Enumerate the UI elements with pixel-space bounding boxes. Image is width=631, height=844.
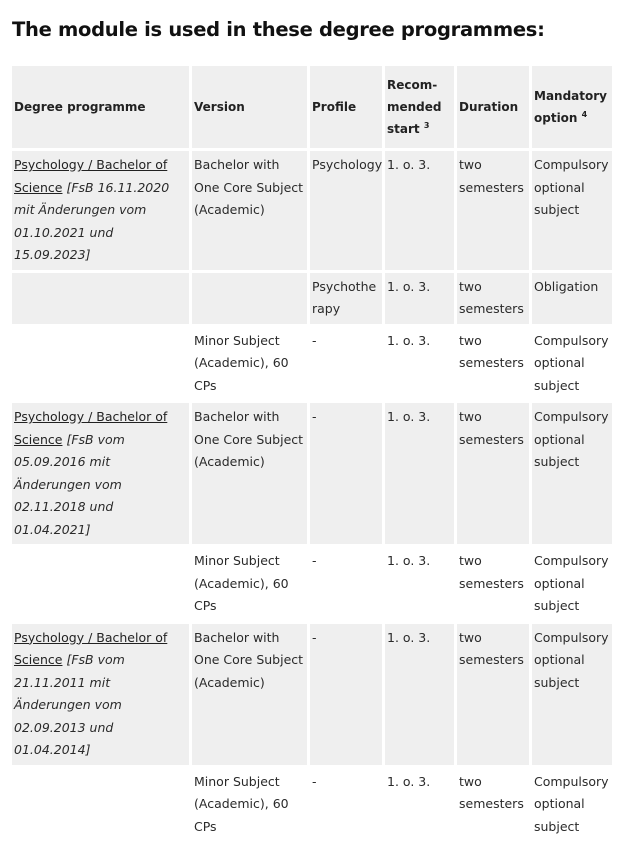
cell-duration: two semesters xyxy=(457,273,529,324)
cell-programme xyxy=(12,768,189,842)
table-row xyxy=(12,151,612,270)
cell-duration: two semesters xyxy=(457,403,529,544)
programme-link[interactable]: Psychology / Bachelor of Science xyxy=(14,409,168,447)
col-mandatory-l2: option xyxy=(534,111,578,125)
cell-version: Bachelor with One Core Subject (Academic) xyxy=(192,403,307,544)
cell-duration: two semesters xyxy=(459,553,524,591)
cell-mandatory: Obligation xyxy=(532,273,612,324)
section-heading: The module is used in these degree programmes: xyxy=(12,18,545,41)
col-recommended-start-l2: mended xyxy=(387,100,442,114)
programme-link[interactable]: Psychology / Bachelor of Science xyxy=(14,157,168,195)
cell-profile: - xyxy=(312,553,317,568)
cell-start: 1. o. 3. xyxy=(387,553,431,568)
cell-mandatory: Compulsory optional subject xyxy=(534,553,609,613)
degree-programmes-table xyxy=(9,63,615,844)
table-row xyxy=(12,403,612,544)
cell-programme xyxy=(12,624,189,765)
cell-version: Minor Subject (Academic), 60 CPs xyxy=(194,332,289,393)
cell-duration: two semesters xyxy=(459,332,524,370)
col-mandatory-option xyxy=(532,66,612,148)
cell-version: Minor Subject (Academic), 60 CPs xyxy=(194,553,289,613)
cell-mandatory: Compulsory optional subject xyxy=(532,151,612,270)
regulation-text: [FsB 16.11.2020 mit Änderungen vom 01.10.2021 und 15.09.2023] xyxy=(14,179,170,262)
col-recommended-start-l1: Recom- xyxy=(387,78,438,92)
cell-start: 1. o. 3. xyxy=(385,403,454,544)
cell-version: Minor Subject (Academic), 60 CPs xyxy=(194,773,289,834)
cell-profile: Psychology xyxy=(310,151,382,270)
cell-start: 1. o. 3. xyxy=(387,773,431,789)
table-row xyxy=(12,547,612,621)
cell-duration: two semesters xyxy=(457,151,529,270)
col-duration: Duration xyxy=(457,66,529,148)
cell-duration: two semesters xyxy=(457,624,529,765)
cell-profile: - xyxy=(310,624,382,765)
regulation-text: [FsB vom 05.09.2016 mit Änderungen vom 02.11.2018 und 01.04.2021] xyxy=(14,431,125,537)
cell-version xyxy=(192,273,307,324)
cell-profile: - xyxy=(310,403,382,544)
cell-start: 1. o. 3. xyxy=(387,332,431,348)
cell-mandatory: Compulsory optional subject xyxy=(534,332,609,393)
cell-profile: Psychotherapy xyxy=(310,273,382,324)
table-row xyxy=(12,768,612,842)
table-row xyxy=(12,624,612,765)
cell-mandatory: Compulsory optional subject xyxy=(534,773,609,834)
table-row xyxy=(12,273,612,324)
cell-profile: - xyxy=(312,332,317,348)
cell-version: Bachelor with One Core Subject (Academic) xyxy=(192,624,307,765)
cell-start: 1. o. 3. xyxy=(385,273,454,324)
col-degree-programme: Degree programme xyxy=(12,66,189,148)
cell-duration: two semesters xyxy=(459,773,524,811)
col-recommended-start-l3: start xyxy=(387,122,420,136)
table-row xyxy=(12,327,612,401)
cell-version: Bachelor with One Core Subject (Academic) xyxy=(192,151,307,270)
footnote-3: 3 xyxy=(423,121,430,130)
cell-programme xyxy=(12,403,189,544)
programme-link[interactable]: Psychology / Bachelor of Science xyxy=(14,629,168,667)
col-profile: Profile xyxy=(310,66,382,148)
cell-mandatory: Compulsory optional subject xyxy=(532,403,612,544)
col-recommended-start xyxy=(385,66,454,148)
cell-programme xyxy=(12,273,189,324)
cell-profile: - xyxy=(312,773,317,789)
regulation-text: [FsB vom 21.11.2011 mit Änderungen vom 02.09.2013 und 01.04.2014] xyxy=(14,652,125,757)
col-version: Version xyxy=(192,66,307,148)
cell-programme xyxy=(12,327,189,401)
cell-start: 1. o. 3. xyxy=(385,624,454,765)
cell-programme xyxy=(12,547,189,621)
cell-mandatory: Compulsory optional subject xyxy=(532,624,612,765)
cell-start: 1. o. 3. xyxy=(385,151,454,270)
col-mandatory-l1: Mandatory xyxy=(534,89,607,103)
cell-programme xyxy=(12,151,189,270)
table-header-row xyxy=(12,66,612,148)
footnote-4: 4 xyxy=(581,110,588,119)
